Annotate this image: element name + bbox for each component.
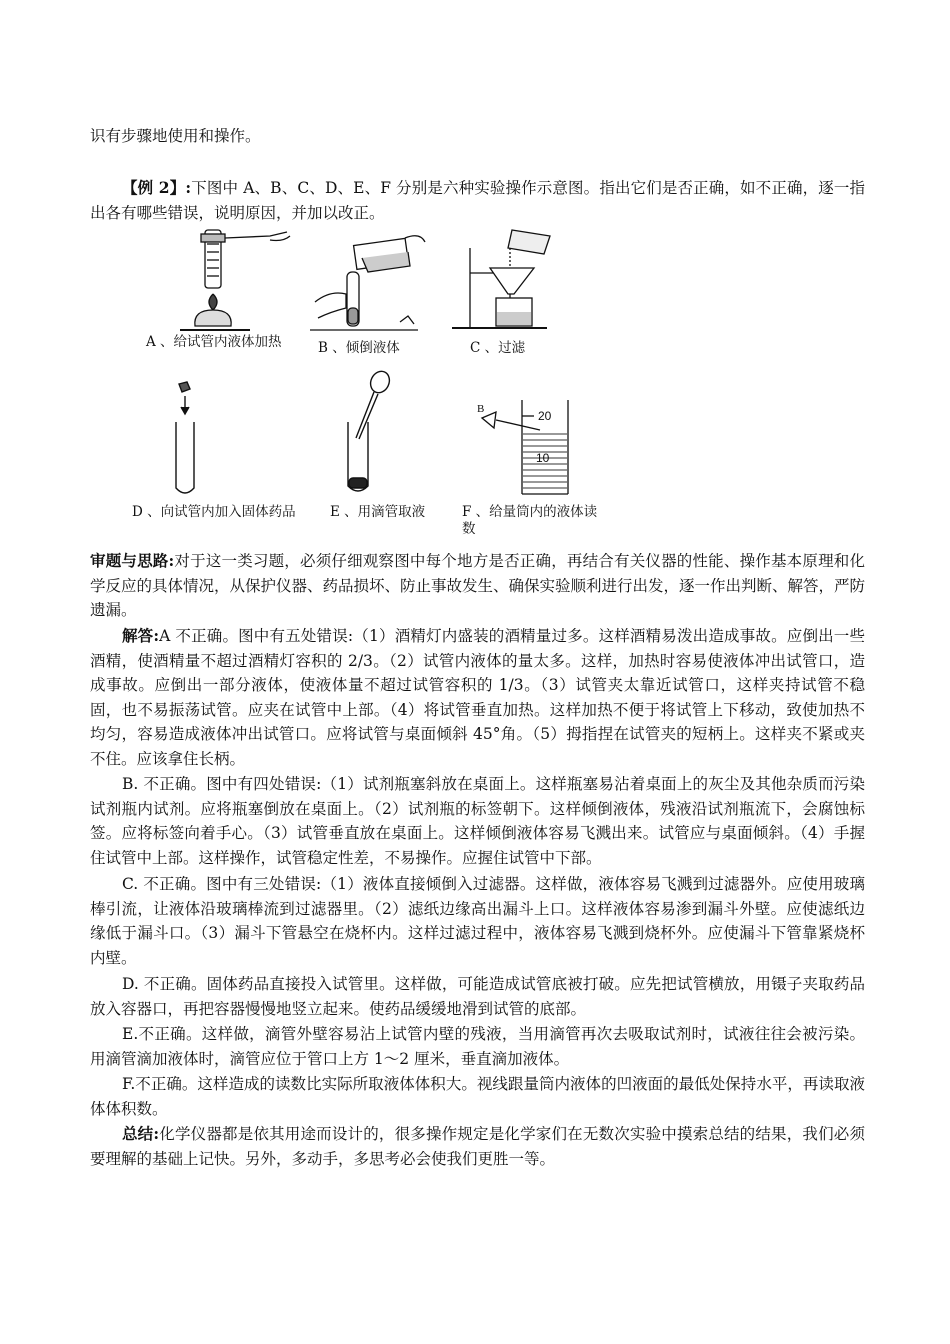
answer-label: 解答: <box>122 626 160 645</box>
analysis-label: 审题与思路: <box>90 551 175 570</box>
figure-f-tick-10: 10 <box>536 451 550 465</box>
answer-d: D. 不正确。固体药品直接投入试管里。这样做，可能造成试管底被打破。应先把试管横放，用镊子夹取药品放入容器口，再把容器慢慢地竖立起来。使药品缓缓地滑到试管的底部。 <box>90 975 865 1018</box>
example-question <box>90 176 865 225</box>
figure-f-tick-20: 20 <box>538 409 552 423</box>
figure-f-cylinder <box>472 398 582 498</box>
analysis-text: 对于这一类习题，必须仔细观察图中每个地方是否正确，再结合有关仪器的性能、操作基本原理和化学反应的具体情况，从保护仪器、药品损坏、防止事故发生、确保实验顺利进行出发，逐一作出判断、解答，严防遗漏。 <box>90 552 866 619</box>
figure-f-caption-line1: F 、给量筒内的液体读 <box>462 504 598 520</box>
figure-b-caption: B 、倾倒液体 <box>318 340 400 356</box>
figure-f-caption-line2: 数 <box>462 521 476 537</box>
example-label: 【例 2】: <box>122 178 192 197</box>
figure-f-label-b: B <box>477 403 485 415</box>
analysis-paragraph <box>90 549 865 623</box>
figure-b-pouring <box>310 222 430 334</box>
answer-f: F.不正确。这样造成的读数比实际所取液体体积大。视线跟量筒内液体的凹液面的最低处保持水平，再读取液体体积数。 <box>90 1075 865 1118</box>
figure-d-caption: D 、向试管内加入固体药品 <box>132 504 296 520</box>
example-text: 下图中 A、B、C、D、E、F 分别是六种实验操作示意图。指出它们是否正确，如不正确，逐一指出各有哪些错误，说明原因，并加以改正。 <box>90 179 865 222</box>
figure-f-caption <box>462 504 597 538</box>
answer-a <box>90 624 865 771</box>
figure-e-dropper <box>338 368 398 500</box>
summary-text: 化学仪器都是依其用途而设计的，很多操作规定是化学家们在无数次实验中摸索总结的结果，我们必须要理解的基础上记快。另外，多动手，多思考必会使我们更胜一等。 <box>90 1125 865 1168</box>
figure-a-caption: A 、给试管内液体加热 <box>146 334 282 350</box>
figure-c-filtration <box>452 228 562 336</box>
figure-a-heating <box>175 222 305 334</box>
answer-e: E.不正确。这样做，滴管外壁容易沾上试管内壁的残液，当用滴管再次去吸取试剂时，试液往往会被污染。用滴管滴加液体时，滴管应位于管口上方 1～2 厘米，垂直滴加液体。 <box>90 1025 865 1068</box>
intro-line: 识有步骤地使用和操作。 <box>90 127 261 145</box>
answer-c: C. 不正确。图中有三处错误:（1）液体直接倾倒入过滤器。这样做，液体容易飞溅到过滤器外。应使用玻璃棒引流，让液体沿玻璃棒流到过滤器里。（2）滤纸边缘高出漏斗上口。这样液体容易渗到漏斗外壁。应使滤纸边缘低于漏斗口。（3）漏斗下管悬空在烧杯内。这样过滤过程中，液体容易飞溅到烧杯外。应使漏斗下管靠紧烧杯内壁。 <box>90 875 865 967</box>
figure-d-solid <box>170 378 210 500</box>
figure-e-caption: E 、用滴管取液 <box>330 504 426 520</box>
figure-c-caption: C 、过滤 <box>470 340 526 356</box>
summary-paragraph <box>90 1122 865 1171</box>
answer-b: B. 不正确。图中有四处错误:（1）试剂瓶塞斜放在桌面上。这样瓶塞易沾着桌面上的灰尘及其他杂质而污染试剂瓶内试剂。应将瓶塞倒放在桌面上。（2）试剂瓶的标签朝下。这样倾倒液体，残液沿试剂瓶流下，会腐蚀标签。应将标签向着手心。（3）试管垂直放在桌面上。这样倾倒液体容易飞溅出来。试管应与桌面倾斜。（4）手握住试管中上部。这样操作，试管稳定性差，不易操作。应握住试管中下部。 <box>90 775 865 867</box>
summary-label: 总结: <box>122 1124 160 1143</box>
answer-a-text: A 不正确。图中有五处错误:（1）酒精灯内盛装的酒精量过多。这样酒精易泼出造成事故。应倒出一些酒精，使酒精量不超过酒精灯容积的 2/3。（2）试管内液体的量太多。这样，加热时容易使液体冲出试管口，造成事故。应倒出一部分液体，使液体量不超过试管容积的 1/3。（3）试管夹太靠近试管口，这样夹持试管不稳固，也不易振荡试管。应夹在试管中上部。（4）将试管垂直加热。这样加热不便于将试管上下移动，致使加热不均匀，容易造成液体冲出试管口。应将试管与桌面倾斜 45°角。（5）拇指捏在试管夹的短柄上。这样夹不紧或夹不住。应该拿住长柄。 <box>90 627 865 768</box>
